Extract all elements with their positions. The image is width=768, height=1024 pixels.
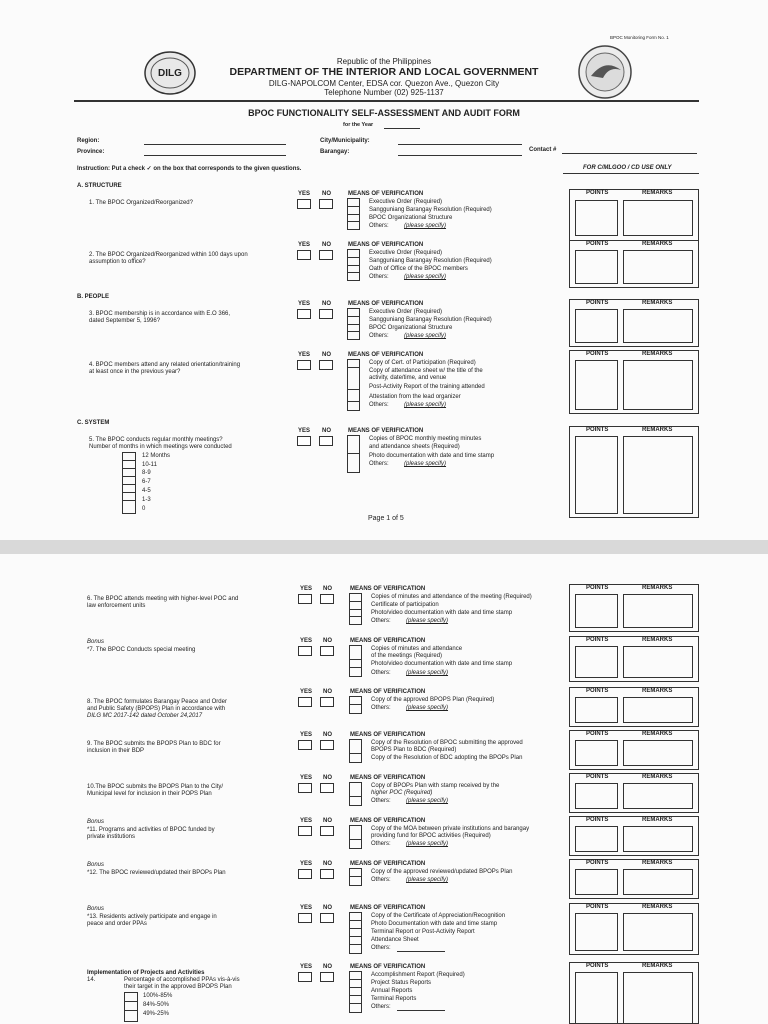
remarks-label: REMARKS (642, 637, 673, 643)
year-label: for the Year (343, 122, 374, 128)
q3-points-field[interactable] (575, 309, 618, 343)
no-label: NO (323, 732, 332, 738)
q14-audit-box (569, 962, 699, 1024)
q14-mov-checkboxes[interactable] (349, 971, 362, 1013)
question-2: 2. The BPOC Organized/Reorganized within 100 days upon (89, 252, 248, 258)
months-option: 10-11 (142, 462, 157, 468)
yes-label: YES (298, 242, 311, 248)
remarks-label: REMARKS (642, 585, 673, 591)
question-13: *13. Residents actively participate and engage in (87, 914, 217, 920)
mov-label: MEANS OF VERIFICATION (348, 242, 424, 248)
q2-mov-checkboxes[interactable] (347, 249, 360, 281)
q3-audit-box (569, 299, 699, 347)
yes-label: YES (300, 905, 313, 911)
bonus-label: Bonus (87, 639, 105, 645)
question-2-cont: assumption to office? (89, 259, 146, 265)
q3-mov-2: Sangguniang Barangay Resolution (Required) (369, 317, 492, 323)
q13-mov-checkboxes[interactable] (349, 912, 362, 954)
q12-yes-checkbox[interactable] (298, 869, 312, 879)
months-option: 0 (142, 506, 146, 512)
republic-text: Republic of the Philippines (336, 57, 432, 66)
q2-specify: (please specify) (404, 274, 447, 280)
yes-label: YES (300, 818, 313, 824)
q12-mov-others: Others: (371, 877, 391, 883)
q8-mov-1: Copy of the approved BPOPS Plan (Required) (371, 697, 495, 703)
q6-mov-1: Copies of minutes and attendance of the meeting (Required) (371, 594, 532, 600)
q4-audit-box (569, 350, 699, 414)
question-3-cont: dated September 5, 1996? (89, 318, 161, 324)
q11-mov-others: Others: (371, 841, 391, 847)
q8-no-checkbox[interactable] (320, 697, 334, 707)
remarks-label: REMARKS (642, 963, 673, 969)
mov-label: MEANS OF VERIFICATION (348, 301, 424, 307)
q1-specify: (please specify) (404, 223, 447, 229)
q4-yes-checkbox[interactable] (297, 360, 311, 370)
remarks-label: REMARKS (642, 241, 673, 247)
question-8: 8. The BPOC formulates Barangay Peace and Order (87, 699, 227, 705)
no-label: NO (323, 905, 332, 911)
province-label: Province: (77, 149, 105, 155)
header-divider (74, 100, 699, 102)
for-use-divider (563, 173, 699, 174)
section-system: C. SYSTEM (77, 420, 110, 426)
no-label: NO (322, 301, 331, 307)
q1-mov-others: Others: (369, 223, 389, 229)
department-address: DILG-NAPOLCOM Center, EDSA cor. Quezon Ave., Quezon City (268, 79, 500, 88)
question-14: 14. (87, 977, 96, 983)
q6-mov-2: Certificate of participation (371, 602, 439, 608)
points-label: POINTS (586, 963, 609, 969)
q10-mov-checkboxes[interactable] (349, 782, 362, 806)
yes-label: YES (300, 586, 313, 592)
percent-checkboxes[interactable] (124, 992, 138, 1022)
year-field[interactable] (384, 128, 420, 129)
question-1: 1. The BPOC Organized/Reorganized? (89, 200, 193, 206)
no-label: NO (322, 191, 331, 197)
q2-audit-box (569, 240, 699, 288)
q4-points-field[interactable] (575, 360, 618, 410)
question-5-cont: Number of months in which meetings were conducted (89, 444, 232, 450)
question-11: *11. Programs and activities of BPOC funded by (87, 827, 215, 833)
q11-specify: (please specify) (406, 841, 449, 847)
q9-no-checkbox[interactable] (320, 740, 334, 750)
question-8-cont: and Public Safety (BPOPS) Plan in accordance with (87, 706, 226, 712)
q3-no-checkbox[interactable] (319, 309, 333, 319)
remarks-label: REMARKS (642, 300, 673, 306)
q5-points-field[interactable] (575, 436, 618, 514)
q2-no-checkbox[interactable] (319, 250, 333, 260)
q2-yes-checkbox[interactable] (297, 250, 311, 260)
q4-specify: (please specify) (404, 402, 447, 408)
q4-no-checkbox[interactable] (319, 360, 333, 370)
remarks-label: REMARKS (642, 427, 673, 433)
q1-mov-2: Sangguniang Barangay Resolution (Required) (369, 207, 492, 213)
bonus-label: Bonus (87, 906, 105, 912)
q1-audit-box (569, 189, 699, 241)
months-option: 8-9 (142, 470, 151, 476)
q5-audit-box (569, 426, 699, 518)
mov-label: MEANS OF VERIFICATION (350, 638, 426, 644)
q9-mov-2: Copy of the Resolution of BDC adopting the BPOPs Plan (371, 755, 523, 761)
q12-specify: (please specify) (406, 877, 449, 883)
bonus-label: Bonus (87, 862, 105, 868)
question-11-cont: private institutions (87, 834, 136, 840)
q3-mov-checkboxes[interactable] (347, 308, 360, 340)
city-field[interactable] (398, 144, 522, 145)
q8-remarks-field[interactable] (623, 697, 693, 723)
q5-mov-2: Photo documentation with date and time stamp (369, 453, 495, 459)
mov-label: MEANS OF VERIFICATION (350, 905, 426, 911)
barangay-field[interactable] (398, 155, 522, 156)
points-label: POINTS (586, 351, 609, 357)
months-option: 1-3 (142, 497, 151, 503)
no-label: NO (322, 352, 331, 358)
percent-option: 49%-25% (143, 1011, 170, 1017)
q8-mov-others: Others: (371, 705, 391, 711)
q6-points-field[interactable] (575, 594, 618, 628)
q11-mov-checkboxes[interactable] (349, 825, 362, 849)
instruction-text: Instruction: Put a check ✓ on the box that corresponds to the given questions. (77, 166, 302, 172)
q8-points-field[interactable] (575, 697, 618, 723)
no-label: NO (323, 586, 332, 592)
months-option: 12 Months (142, 453, 171, 459)
q14-mov-3: Annual Reports (371, 988, 413, 994)
q2-points-field[interactable] (575, 250, 618, 284)
q7-mov-others: Others: (371, 670, 391, 676)
remarks-label: REMARKS (642, 904, 673, 910)
q14-mov-1: Accomplishment Report (Required) (371, 972, 465, 978)
q4-remarks-field[interactable] (623, 360, 693, 410)
question-13-cont: peace and order PPAs (87, 921, 147, 927)
yes-label: YES (298, 191, 311, 197)
q6-remarks-field[interactable] (623, 594, 693, 628)
points-label: POINTS (586, 688, 609, 694)
q8-yes-checkbox[interactable] (298, 697, 312, 707)
q7-yes-checkbox[interactable] (298, 646, 312, 656)
question-5: 5. The BPOC conducts regular monthly meetings? (89, 437, 223, 443)
points-label: POINTS (586, 817, 609, 823)
q2-mov-2: Sangguniang Barangay Resolution (Required) (369, 258, 492, 264)
q13-audit-box (569, 903, 699, 955)
question-6: 6. The BPOC attends meeting with higher-level POC and (87, 596, 239, 602)
q1-mov-3: BPOC Organizational Structure (369, 215, 453, 221)
q1-mov-1: Executive Order (Required) (369, 199, 443, 205)
q11-mov-1-cont: providing fund for BPOC activities (Required) (371, 833, 491, 839)
q6-yes-checkbox[interactable] (298, 594, 312, 604)
q14-no-checkbox[interactable] (320, 972, 334, 982)
question-9: 9. The BPOC submits the BPOPS Plan to BDC for (87, 741, 221, 747)
page-number: Page 1 of 5 (368, 515, 404, 522)
q13-remarks-field[interactable] (623, 913, 693, 951)
question-10: 10.The BPOC submits the BPOPS Plan to the City/ (87, 784, 224, 790)
q10-points-field[interactable] (575, 783, 618, 809)
q11-remarks-field[interactable] (623, 826, 693, 852)
q13-others-field[interactable] (397, 951, 445, 952)
q4-mov-2-cont: activity, date/time, and venue (369, 375, 447, 381)
remarks-label: REMARKS (642, 688, 673, 694)
yes-label: YES (300, 861, 313, 867)
q10-yes-checkbox[interactable] (298, 783, 312, 793)
remarks-label: REMARKS (642, 731, 673, 737)
q9-mov-1: Copy of the Resolution of BPOC submitting the approved (371, 740, 523, 746)
q10-mov-others: Others: (371, 798, 391, 804)
q3-specify: (please specify) (404, 333, 447, 339)
mov-label: MEANS OF VERIFICATION (350, 689, 426, 695)
yes-label: YES (300, 964, 313, 970)
yes-label: YES (298, 352, 311, 358)
q10-remarks-field[interactable] (623, 783, 693, 809)
yes-label: YES (298, 301, 311, 307)
form-number: BPOC Monitoring Form No. 1 (610, 35, 669, 40)
q7-points-field[interactable] (575, 646, 618, 678)
q12-no-checkbox[interactable] (320, 869, 334, 879)
points-label: POINTS (586, 300, 609, 306)
q1-mov-checkboxes[interactable] (347, 198, 360, 230)
no-label: NO (323, 818, 332, 824)
points-label: POINTS (586, 241, 609, 247)
points-label: POINTS (586, 774, 609, 780)
q8-audit-box (569, 687, 699, 727)
q14-points-field[interactable] (575, 972, 618, 1024)
q14-others-field[interactable] (397, 1010, 445, 1011)
q7-specify: (please specify) (406, 670, 449, 676)
question-4: 4. BPOC members attend any related orientation/training (89, 362, 241, 368)
q5-mov-checkboxes[interactable] (347, 435, 360, 473)
months-option: 6-7 (142, 479, 151, 485)
q13-mov-others: Others: (371, 945, 391, 951)
remarks-label: REMARKS (642, 860, 673, 866)
q11-yes-checkbox[interactable] (298, 826, 312, 836)
q12-remarks-field[interactable] (623, 869, 693, 895)
q4-mov-3: Post-Activity Report of the training attended (369, 384, 485, 390)
no-label: NO (323, 861, 332, 867)
q9-audit-box (569, 730, 699, 770)
svg-text:DILG: DILG (158, 68, 182, 79)
section-people: B. PEOPLE (77, 294, 110, 300)
city-label: City/Municipality: (320, 138, 370, 144)
q6-specify: (please specify) (406, 618, 449, 624)
region-field[interactable] (144, 144, 286, 145)
q13-no-checkbox[interactable] (320, 913, 334, 923)
bonus-label: Bonus (87, 819, 105, 825)
q4-mov-1: Copy of Cert. of Participation (Required) (369, 360, 476, 366)
yes-label: YES (300, 732, 313, 738)
q11-audit-box (569, 816, 699, 856)
question-10-cont: Municipal level for inclusion in their POPS Plan (87, 791, 212, 797)
q10-no-checkbox[interactable] (320, 783, 334, 793)
q13-mov-4: Attendance Sheet (371, 937, 419, 943)
yes-label: YES (300, 689, 313, 695)
question-12: *12. The BPOC reviewed/updated their BPOPs Plan (87, 870, 226, 876)
mov-label: MEANS OF VERIFICATION (350, 586, 426, 592)
mov-label: MEANS OF VERIFICATION (350, 818, 426, 824)
q10-specify: (please specify) (406, 798, 449, 804)
for-use-only-label: FOR C/MLGOO / CD USE ONLY (583, 165, 672, 171)
q8-mov-checkboxes[interactable] (349, 696, 362, 714)
q12-points-field[interactable] (575, 869, 618, 895)
q3-mov-others: Others: (369, 333, 389, 339)
q7-mov-checkboxes[interactable] (349, 645, 362, 677)
q6-mov-checkboxes[interactable] (349, 593, 362, 625)
q5-yes-checkbox[interactable] (297, 436, 311, 446)
q13-yes-checkbox[interactable] (298, 913, 312, 923)
q4-mov-4: Attestation from the lead organizer (369, 394, 461, 400)
q1-no-checkbox[interactable] (319, 199, 333, 209)
q10-mov-1-cont: higher POC (Required) (371, 790, 433, 796)
q5-mov-others: Others: (369, 461, 389, 467)
q5-mov-1: Copies of BPOC monthly meeting minutes (369, 436, 482, 442)
barangay-label: Barangay: (320, 149, 350, 155)
percent-option: 84%-50% (143, 1002, 170, 1008)
yes-label: YES (298, 428, 311, 434)
q5-no-checkbox[interactable] (319, 436, 333, 446)
mov-label: MEANS OF VERIFICATION (348, 191, 424, 197)
mov-label: MEANS OF VERIFICATION (350, 732, 426, 738)
q1-points-field[interactable] (575, 200, 618, 236)
q6-audit-box (569, 584, 699, 632)
q5-specify: (please specify) (404, 461, 447, 467)
q2-mov-3: Oath of Office of the BPOC members (369, 266, 468, 272)
points-label: POINTS (586, 637, 609, 643)
question-6-cont: law enforcement units (87, 603, 146, 609)
question-4-cont: at least once in the previous year? (89, 369, 181, 375)
q4-mov-2: Copy of attendance sheet w/ the title of the (369, 368, 483, 374)
points-label: POINTS (586, 904, 609, 910)
q13-points-field[interactable] (575, 913, 618, 951)
q9-points-field[interactable] (575, 740, 618, 766)
contact-label: Contact # (529, 147, 557, 153)
points-label: POINTS (586, 585, 609, 591)
q10-audit-box (569, 773, 699, 813)
mov-label: MEANS OF VERIFICATION (348, 428, 424, 434)
remarks-label: REMARKS (642, 351, 673, 357)
no-label: NO (322, 428, 331, 434)
q11-no-checkbox[interactable] (320, 826, 334, 836)
q8-specify: (please specify) (406, 705, 449, 711)
yes-label: YES (300, 638, 313, 644)
q5-remarks-field[interactable] (623, 436, 693, 514)
q2-mov-1: Executive Order (Required) (369, 250, 443, 256)
points-label: POINTS (586, 731, 609, 737)
yes-label: YES (300, 775, 313, 781)
q3-mov-1: Executive Order (Required) (369, 309, 443, 315)
form-title: BPOC FUNCTIONALITY SELF-ASSESSMENT AND AUDIT FORM (248, 108, 520, 118)
q7-mov-1: Copies of minutes and attendance (371, 646, 463, 652)
department-telephone: Telephone Number (02) 925-1137 (324, 88, 444, 97)
q2-mov-others: Others: (369, 274, 389, 280)
q13-mov-2: Photo Documentation with date and time stamp (371, 921, 498, 927)
question-8-reference: DILG MC 2017-142 dated October 24,2017 (87, 713, 203, 719)
mov-label: MEANS OF VERIFICATION (350, 775, 426, 781)
q1-remarks-field[interactable] (623, 200, 693, 236)
q4-mov-others: Others: (369, 402, 389, 408)
province-field[interactable] (144, 155, 286, 156)
q14-yes-checkbox[interactable] (298, 972, 312, 982)
mov-label: MEANS OF VERIFICATION (348, 352, 424, 358)
points-label: POINTS (586, 427, 609, 433)
q4-mov-checkboxes[interactable] (347, 359, 360, 411)
question-14-text: Percentage of accomplished PPAs vis-à-vis (124, 977, 240, 983)
q12-mov-1: Copy of the approved reviewed/updated BPOPs Plan (371, 869, 513, 875)
q6-no-checkbox[interactable] (320, 594, 334, 604)
department-title: DEPARTMENT OF THE INTERIOR AND LOCAL GOVERNMENT (229, 66, 539, 78)
remarks-label: REMARKS (642, 774, 673, 780)
question-7: *7. The BPOC Conducts special meeting (87, 647, 196, 653)
region-label: Region: (77, 138, 100, 144)
q2-remarks-field[interactable] (623, 250, 693, 284)
q12-audit-box (569, 859, 699, 899)
q14-remarks-field[interactable] (623, 972, 693, 1024)
q14-mov-others: Others: (371, 1004, 391, 1010)
points-label: POINTS (586, 860, 609, 866)
q3-yes-checkbox[interactable] (297, 309, 311, 319)
q11-points-field[interactable] (575, 826, 618, 852)
q7-mov-1-cont: of the meetings (Required) (371, 653, 443, 659)
question-3: 3. BPOC membership is in accordance with E.O 366, (89, 311, 231, 317)
points-label: POINTS (586, 190, 609, 196)
q14-mov-4: Terminal Reports (371, 996, 417, 1002)
q9-mov-checkboxes[interactable] (349, 739, 362, 763)
q13-mov-3: Terminal Report or Post-Activity Report (371, 929, 475, 935)
q3-remarks-field[interactable] (623, 309, 693, 343)
no-label: NO (323, 689, 332, 695)
q7-remarks-field[interactable] (623, 646, 693, 678)
q7-mov-2: Photo/video documentation with date and time stamp (371, 661, 513, 667)
no-label: NO (323, 638, 332, 644)
q12-mov-checkboxes[interactable] (349, 868, 362, 886)
months-checkboxes[interactable] (122, 452, 136, 514)
q7-no-checkbox[interactable] (320, 646, 334, 656)
remarks-label: REMARKS (642, 817, 673, 823)
section-implementation: Implementation of Projects and Activities (87, 970, 205, 976)
q6-mov-others: Others: (371, 618, 391, 624)
q9-yes-checkbox[interactable] (298, 740, 312, 750)
question-14-cont: their target in the approved BPOPS Plan (124, 984, 232, 990)
q3-mov-3: BPOC Organizational Structure (369, 325, 453, 331)
q1-yes-checkbox[interactable] (297, 199, 311, 209)
no-label: NO (323, 775, 332, 781)
mov-label: MEANS OF VERIFICATION (350, 964, 426, 970)
q9-remarks-field[interactable] (623, 740, 693, 766)
no-label: NO (322, 242, 331, 248)
q5-mov-1-cont: and attendance sheets (Required) (369, 444, 460, 450)
months-option: 4-5 (142, 488, 151, 494)
question-9-cont: inclusion in their BDP (87, 748, 145, 754)
remarks-label: REMARKS (642, 190, 673, 196)
form-page-2 (0, 554, 768, 1024)
percent-option: 100%-85% (143, 993, 173, 999)
no-label: NO (323, 964, 332, 970)
q6-mov-3: Photo/video documentation with date and time stamp (371, 610, 513, 616)
q10-mov-1: Copy of BPOPs Plan with stamp received by the (371, 783, 500, 789)
contact-field[interactable] (562, 153, 697, 154)
q9-mov-1-cont: BPOPS Plan to BDC (Required) (371, 747, 457, 753)
q11-mov-1: Copy of the MOA between private institutions and barangay (371, 826, 530, 832)
q14-mov-2: Project Status Reports (371, 980, 432, 986)
q13-mov-1: Copy of the Certificate of Appreciation/Recognition (371, 913, 506, 919)
section-structure: A. STRUCTURE (77, 183, 122, 189)
mov-label: MEANS OF VERIFICATION (350, 861, 426, 867)
q7-audit-box (569, 636, 699, 682)
